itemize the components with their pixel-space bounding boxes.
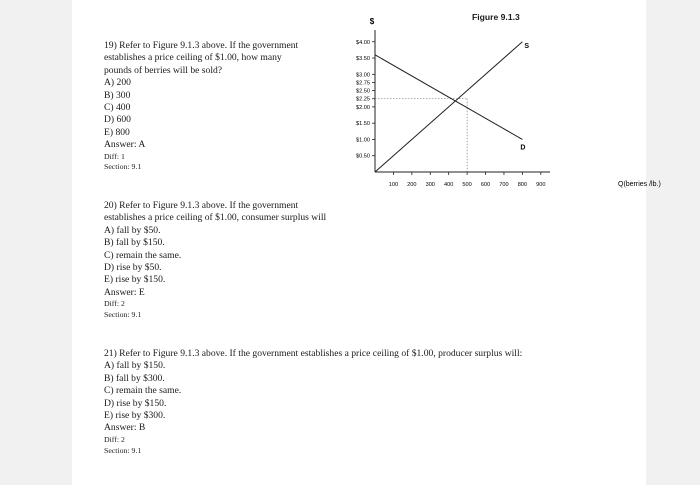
question-20-line: establishes a price ceiling of $1.00, consumer surplus will xyxy=(104,212,327,224)
y-tick-label: $2.50 xyxy=(356,88,370,95)
question-21-option: E) rise by $300. xyxy=(104,410,166,422)
y-tick-label: $3.00 xyxy=(356,72,370,79)
question-21-diff: Diff: 2 xyxy=(104,434,125,444)
question-21-section: Section: 9.1 xyxy=(104,445,142,455)
question-19-option: C) 400 xyxy=(104,102,131,114)
question-20-section: Section: 9.1 xyxy=(104,310,142,320)
question-20-option: E) rise by $150. xyxy=(104,274,166,286)
document-page xyxy=(72,0,661,485)
question-21-option: D) rise by $150. xyxy=(104,397,167,409)
x-tick-label: 700 xyxy=(499,182,509,188)
question-19-diff: Diff: 1 xyxy=(104,151,125,161)
x-tick-label: 900 xyxy=(536,182,546,188)
y-tick-label: $2.00 xyxy=(356,104,370,111)
figure-title: Figure 9.1.3 xyxy=(472,12,520,22)
question-21 xyxy=(104,348,624,456)
y-tick-label: $4.00 xyxy=(356,39,370,46)
question-20-option: A) fall by $50. xyxy=(104,224,161,236)
question-19-option: A) 200 xyxy=(104,77,131,89)
question-19-line: establishes a price ceiling of $1.00, how many xyxy=(104,52,282,64)
question-19-line: pounds of berries will be sold? xyxy=(104,64,223,76)
question-20-answer: Answer: E xyxy=(104,286,145,298)
y-tick-label: $3.50 xyxy=(356,56,370,63)
question-20 xyxy=(104,200,404,321)
x-tick-label: 500 xyxy=(462,182,472,188)
x-tick-label: 800 xyxy=(517,182,528,188)
question-20-diff: Diff: 2 xyxy=(104,299,125,309)
x-tick-label: 200 xyxy=(407,182,417,188)
x-tick-label: 400 xyxy=(444,182,454,188)
demand-label: D xyxy=(520,144,526,152)
x-tick-label: 300 xyxy=(425,182,435,188)
y-tick-label: $2.25 xyxy=(356,96,370,103)
question-21-answer: Answer: B xyxy=(104,422,146,434)
y-tick-label: $1.00 xyxy=(356,137,370,144)
y-tick-label: $2.75 xyxy=(356,80,370,87)
x-tick-label: 600 xyxy=(480,182,491,188)
question-19-option: D) 600 xyxy=(104,114,131,126)
y-tick-label: $1.50 xyxy=(356,121,370,128)
x-axis-label: Q(berries /lb.) xyxy=(618,181,661,188)
question-20-option: B) fall by $150. xyxy=(104,237,165,249)
question-19-line: 19) Refer to Figure 9.1.3 above. If the government xyxy=(104,40,299,51)
question-19-option: E) 800 xyxy=(104,126,130,138)
demand-line xyxy=(375,55,522,140)
question-19 xyxy=(104,40,334,173)
x-tick-label: 100 xyxy=(388,182,399,188)
question-19-section: Section: 9.1 xyxy=(104,162,142,172)
question-19-option: B) 300 xyxy=(104,89,131,101)
supply-label: S xyxy=(524,42,530,50)
question-21-line: 21) Refer to Figure 9.1.3 above. If the government establishes a price ceiling of $1.00, producer surplus will: xyxy=(104,348,523,359)
y-tick-label: $0.50 xyxy=(356,153,370,160)
question-20-option: C) remain the same. xyxy=(104,249,182,261)
question-20-option: D) rise by $50. xyxy=(104,262,162,274)
question-20-line: 20) Refer to Figure 9.1.3 above. If the government xyxy=(104,200,299,211)
question-21-option: B) fall by $300. xyxy=(104,372,165,384)
supply-line xyxy=(375,42,522,172)
question-19-answer: Answer: A xyxy=(104,139,146,151)
y-axis-label: $ xyxy=(369,17,375,26)
question-21-option: C) remain the same. xyxy=(104,385,182,397)
question-21-option: A) fall by $150. xyxy=(104,360,166,372)
